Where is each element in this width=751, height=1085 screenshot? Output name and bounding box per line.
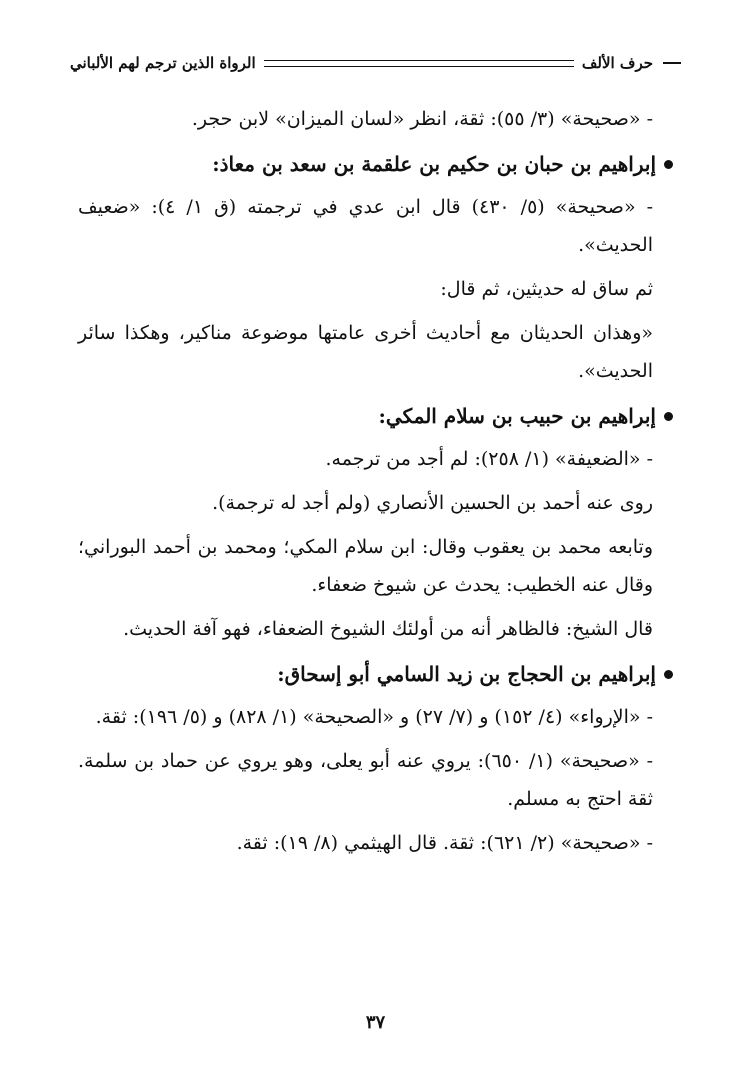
header-rule bbox=[264, 60, 574, 67]
entry-heading bbox=[78, 654, 673, 694]
bullet-icon bbox=[664, 412, 673, 421]
bullet-icon bbox=[664, 670, 673, 679]
entry-heading-text: إبراهيم بن حبان بن حكيم بن علقمة بن سعد بن معاذ: bbox=[212, 152, 656, 176]
paragraph: - «الإرواء» (٤/ ١٥٢) و (٧/ ٢٧) و «الصحيحة» (١/ ٨٢٨) و (٥/ ١٩٦): ثقة. bbox=[95, 706, 653, 728]
entry-heading-text: إبراهيم بن الحجاج بن زيد السامي أبو إسحاق: bbox=[277, 662, 656, 686]
paragraph: قال الشيخ: فالظاهر أنه من أولئك الشيوخ الضعفاء، فهو آفة الحديث. bbox=[123, 618, 653, 640]
paragraph: روى عنه أحمد بن الحسين الأنصاري (ولم أجد له ترجمة). bbox=[212, 492, 653, 514]
entry-heading bbox=[78, 396, 673, 436]
book-title: الرواة الذين ترجم لهم الألباني bbox=[70, 54, 256, 72]
paragraph: وتابعه محمد بن يعقوب وقال: ابن سلام المكي؛ ومحمد بن أحمد البوراني؛ وقال عنه الخطيب: يحدث عن شيوخ ضعفاء. bbox=[78, 536, 653, 596]
section-title: حرف الألف bbox=[581, 54, 653, 72]
paragraph: «وهذان الحديثان مع أحاديث أخرى عامتها موضوعة مناكير، وهكذا سائر الحديث». bbox=[78, 322, 653, 382]
entry-heading-text: إبراهيم بن حبيب بن سلام المكي: bbox=[378, 404, 656, 428]
page-number: ٣٧ bbox=[365, 1012, 386, 1033]
running-header bbox=[70, 50, 681, 76]
bullet-icon bbox=[664, 160, 673, 169]
header-dash bbox=[663, 62, 681, 64]
paragraph: ثم ساق له حديثين، ثم قال: bbox=[440, 278, 653, 300]
paragraph: - «صحيحة» (٢/ ٦٢١): ثقة. قال الهيثمي (٨/ ١٩): ثقة. bbox=[236, 832, 653, 854]
page-content bbox=[78, 100, 673, 868]
paragraph: - «صحيحة» (٥/ ٤٣٠) قال ابن عدي في ترجمته (ق ١/ ٤): «ضعيف الحديث». bbox=[78, 196, 654, 256]
paragraph: - «صحيحة» (١/ ٦٥٠): يروي عنه أبو يعلى، وهو يروي عن حماد بن سلمة. ثقة احتج به مسلم. bbox=[78, 750, 653, 810]
paragraph: - «صحيحة» (٣/ ٥٥): ثقة، انظر «لسان الميزان» لابن حجر. bbox=[191, 108, 653, 130]
entry-heading bbox=[78, 144, 673, 184]
paragraph: - «الضعيفة» (١/ ٢٥٨): لم أجد من ترجمه. bbox=[325, 448, 653, 470]
